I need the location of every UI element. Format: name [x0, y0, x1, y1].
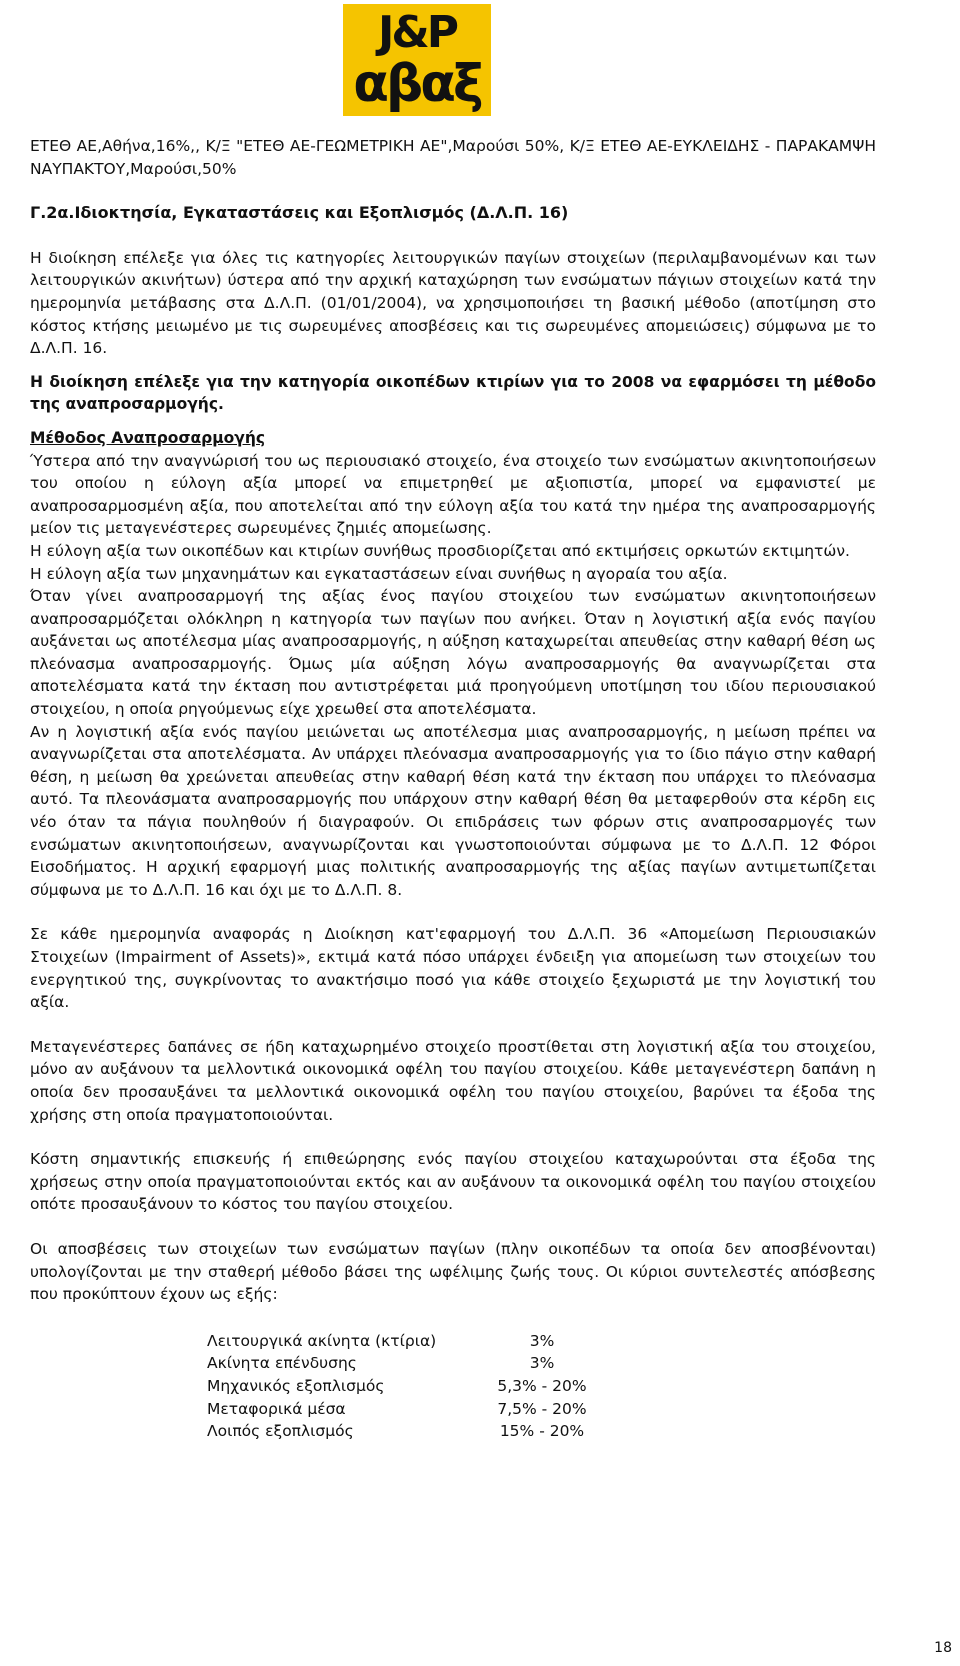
method-paragraph-4: Όταν γίνει αναπροσαρμογή της αξίας ένος παγίου στοιχείου των ενσώματων ακινητοποιήσεων αναπροσαρμόζεται ολόκληρη η κατηγορία των παγίων που ανήκει. Όταν η λογιστική αξία ενός παγίου αυξάνεται ως αποτέλεσμα μίας αναπροσαρμογής, η αύξηση καταχωρείται απευθείας στην καθαρή θέση ως πλεόνασμα αναπροσαρμογής. Όμως μία αύξηση λόγω αναπροσαρμογής θα αναγνωρίζεται στα αποτελέσματα κατά την έκταση που αντιστρέφεται μιά προηγούμενη υποτίμηση του ιδίου περιουσιακού στοιχείου, η οποία ρηγούμενως είχε χρεωθεί στα αποτελέσματα. [30, 587, 876, 719]
rate-row [207, 1398, 876, 1421]
rate-label: Μεταφορικά μέσα [207, 1399, 346, 1418]
paragraph-revaluation-choice: Η διοίκηση επέλεξε για την κατηγορία οικοπέδων κτιρίων για το 2008 να εφαρμόσει τη μέθοδο της αναπροσαρμογής. [30, 372, 876, 414]
rate-row [207, 1420, 876, 1443]
section-heading: Γ.2α.Ιδιοκτησία, Εγκαταστάσεις και Εξοπλισμός (Δ.Λ.Π. 16) [30, 203, 569, 223]
rate-value: 15% - 20% [499, 1422, 585, 1441]
method-paragraph-3: Η εύλογη αξία των μηχανημάτων και εγκαταστάσεων είναι συνήθως η αγοραία του αξία. [30, 564, 728, 583]
rate-label: Λειτουργικά ακίνητα (κτίρια) [207, 1331, 437, 1350]
logo-line-2: αβαξ [353, 54, 481, 114]
method-paragraph-1: Ύστερα από την αναγνώρισή του ως περιουσιακό στοιχείο, ένα στοιχείο των ενσώματων ακινητοποιήσεων του οποίου η εύλογη αξία μπορεί να επιμετρηθεί με αξιοπιστία, μπορεί να εμφανιστεί με αναπροσαρμοσμένη αξία, που αποτελείται από την εύλογη αξία του κατά την ημέρα της αναπροσαρμογής μείον τις μεταγενέστερες σωρευμένες ζημιές απομείωσης. [30, 451, 876, 538]
logo-line-1: J&P [378, 7, 456, 58]
paragraph-subsequent-costs: Μεταγενέστερες δαπάνες σε ήδη καταχωρημένο στοιχείο προστίθεται στη λογιστική αξία του στοιχείου, μόνο αν αυξάνουν τα μελλοντικά οικονομικά οφέλη του παγίου στοιχείου. Κάθε μεταγενέστερη δαπάνη η οποία δεν προσαυξάνει τα μελλοντικά οικονομικά οφέλη του παγίου στοιχείου, βαρύνει τα έξοδα της χρήσης στη οποία πραγματοποιούνται. [30, 1037, 876, 1124]
rate-row [207, 1330, 876, 1353]
page-number: 18 [934, 1640, 952, 1656]
depreciation-rates-table [207, 1330, 876, 1443]
rate-row [207, 1375, 876, 1398]
rate-label: Ακίνητα επένδυσης [207, 1354, 357, 1373]
rate-value: 3% [529, 1354, 555, 1373]
method-heading: Μέθοδος Αναπροσαρμογής [30, 428, 266, 447]
document-body [30, 135, 876, 1443]
rate-value: 7,5% - 20% [497, 1399, 587, 1418]
rate-label: Μηχανικός εξοπλισμός [207, 1376, 385, 1395]
method-paragraph-5: Αν η λογιστική αξία ενός παγίου μειώνεται ως αποτέλεσμα μιας αναπροσαρμογής, η μείωση πρέπει να αναγνωρίζεται στα αποτελέσματα. Αν υπάρχει πλεόνασμα αναπροσαρμογής για το ίδιο πάγιο στην καθαρή θέση, η μείωση θα χρεώνεται απευθείας στην καθαρή θέση κατά την έκταση που υπάρχει το πλεόνασμα αυτό. Τα πλεονάσματα αναπροσαρμογής που υπάρχουν στην καθαρή θέση θα μεταφερθούν στα κέρδη εις νέο όταν τα πάγια πουληθούν ή διαγραφούν. Οι επιδράσεις των φόρων στις αναπροσαρμογές των ενσώματων ακινητοποιήσεων, αναγνωρίζονται και γνωστοποιούνται σύμφωνα με το Δ.Λ.Π. 12 Φόροι Εισοδήματος. Η αρχική εφαρμογή μιας πολιτικής αναπροσαρμογής της αξίας παγίων αντιμετωπίζεται σύμφωνα με το Δ.Λ.Π. 16 και όχι με το Δ.Λ.Π. 8. [30, 722, 876, 899]
paragraph-depreciation: Οι αποσβέσεις των στοιχείων των ενσώματων παγίων (πλην οικοπέδων τα οποία δεν αποσβένονται) υπολογίζονται με την σταθερή μέθοδο βάσει της ωφέλιμης ζωής τους. Οι κύριοι συντελεστές απόσβεσης που προκύπτουν έχουν ως εξής: [30, 1239, 876, 1304]
rate-label: Λοιπός εξοπλισμός [207, 1422, 354, 1441]
method-paragraph-2: Η εύλογη αξία των οικοπέδων και κτιρίων συνήθως προσδιορίζεται από εκτιμήσεις ορκωτών εκτιμητών. [30, 541, 850, 560]
company-logo [343, 4, 491, 116]
rate-row [207, 1352, 876, 1375]
rate-value: 5,3% - 20% [497, 1376, 587, 1395]
paragraph-basic-method: Η διοίκηση επέλεξε για όλες τις κατηγορίες λειτουργικών παγίων στοιχείων (περιλαμβανομένων και των λειτουργικών ακινήτων) ύστερα από την αρχική καταχώρηση των ενσώματων πάγιων στοιχείων κατά την ημερομηνία μετάβασης στα Δ.Λ.Π. (01/01/2004), να χρησιμοποιήσει τη βασική μέθοδο (αποτίμηση στο κόστος κτήσης μειωμένο με τις σωρευμένες αποσβέσεις και τις σωρευμένες απομειώσεις) σύμφωνα με το Δ.Λ.Π. 16. [30, 248, 876, 358]
paragraph-repairs: Κόστη σημαντικής επισκευής ή επιθεώρησης ενός παγίου στοιχείου καταχωρούνται στα έξοδα της χρήσεως στην οποία πραγματοποιούνται εκτός και αν αυξάνουν τα οικονομικά οφέλη του παγίου στοιχείου οπότε προσαυξάνουν το κόστος του παγίου στοιχείου. [30, 1150, 876, 1214]
paragraph-impairment: Σε κάθε ημερομηνία αναφοράς η Διοίκηση κατ'εφαρμογή του Δ.Λ.Π. 36 «Απομείωση Περιουσιακών Στοιχείων (Impairment of Assets)», εκτιμά κατά πόσο υπάρχει ένδειξη για απομείωση των στοιχείων του ενεργητικού της, συγκρίνοντας το ανακτήσιμο ποσό για κάθε στοιχείο ξεχωριστά με την λογιστική του αξία. [30, 925, 876, 1012]
rate-value: 3% [529, 1331, 555, 1350]
intro-paragraph: ΕΤΕΘ ΑΕ,Αθήνα,16%,, Κ/Ξ "ΕΤΕΘ ΑΕ-ΓΕΩΜΕΤΡΙΚΗ ΑΕ",Μαρούσι 50%, Κ/Ξ ΕΤΕΘ ΑΕ-ΕΥΚΛΕΙΔΗΣ - ΠΑΡΑΚΑΜΨΗ ΝΑΥΠΑΚΤΟΥ,Μαρούσι,50% [30, 137, 876, 178]
